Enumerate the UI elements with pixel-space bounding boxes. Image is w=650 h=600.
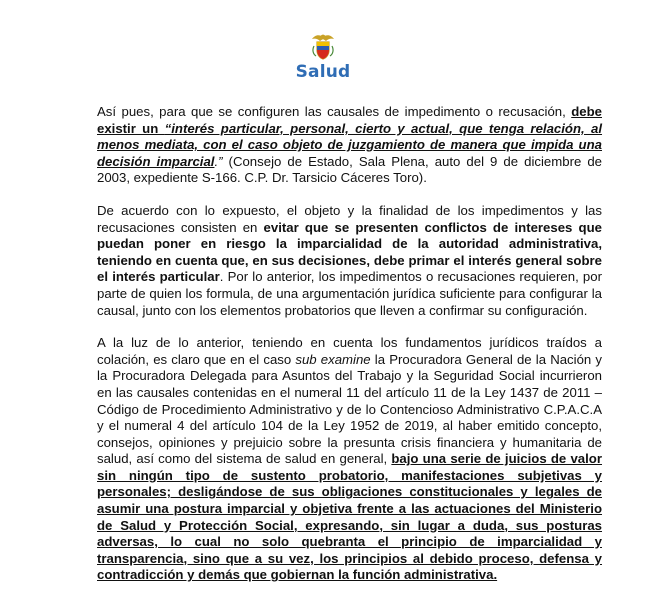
text-segment: .”: [214, 153, 223, 169]
text-segment: “interés particular, personal, cierto y actual, que tenga relación, al menos mediata, con el caso objeto de juzgamiento de manera que impida una decisión imparcial: [97, 120, 603, 169]
colombia-coat-of-arms-icon: [307, 30, 339, 62]
text-segment: Así pues, para que se configuren las causales de impedimento o recusación,: [97, 104, 572, 119]
text-segment: (Consejo de Estado, Sala Plena, auto del 9 de diciembre de 2003, expediente S-166. C.P. Dr. Tarsicio Cáceres Toro).: [97, 153, 602, 186]
text-segment: bajo una serie de juicios de valor sin ningún tipo de sustento probatorio, manifestaciones subjetivas y personales; desligándose de sus obligaciones constitucionales y legales de asumir una postura imparcial y objetiva frente a las actuaciones del Ministerio de Salud y Protección Social, expresando, sin lugar a duda, sus posturas adversas, lo cual no solo quebranta el principio de imparcialidad y transparencia, sino que a su vez, los principios al debido proceso, defensa y contradicción y demás que gobiernan la función administrativa.: [97, 451, 602, 583]
paragraph-2: [97, 203, 602, 319]
paragraph-1: [97, 104, 602, 187]
text-segment: evitar que se presenten conflictos de intereses que puedan poner en riesgo la imparcialidad de la autoridad administrativa, teniendo en cuenta que, en sus decisiones, debe primar el interés general sobre el interés particular: [97, 219, 602, 285]
text-segment: A la luz de lo anterior, teniendo en cuenta los fundamentos jurídicos traídos a colación, es claro que en el caso: [97, 335, 602, 367]
text-segment: sub examine: [295, 351, 371, 367]
text-segment: . Por lo anterior, los impedimentos o recusaciones requieren, por parte de quien los formula, de una argumentación jurídica suficiente para configurar la causal, junto con los elementos probatorios que lleven a confirmar su configuración.: [97, 269, 602, 318]
ministry-logo: [288, 30, 358, 82]
text-segment: De acuerdo con lo expuesto, el objeto y la finalidad de los impedimentos y las recusaciones consisten en: [97, 202, 602, 235]
document-body: [97, 104, 602, 600]
paragraph-3: [97, 335, 602, 584]
text-segment: debe existir un: [97, 104, 602, 136]
text-segment: la Procuradora General de la Nación y la Procuradora Delegada para Asuntos del Trabajo y la Seguridad Social incurrieron en las causales contenidas en el numeral 11 del artículo 11 de la Ley 1437 de 2011 – Código de Procedimiento Administrativo y de lo Contencioso Administrativo C.P.A.C.A y el numeral 4 del artículo 104 de la Ley 1952 de 2019, al haber emitido concepto, consejos, opiniones y prejuicio sobre la presunta crisis financiera y humanitaria de salud, así como del sistema de salud en general,: [97, 351, 602, 467]
logo-text: Salud: [295, 62, 351, 82]
